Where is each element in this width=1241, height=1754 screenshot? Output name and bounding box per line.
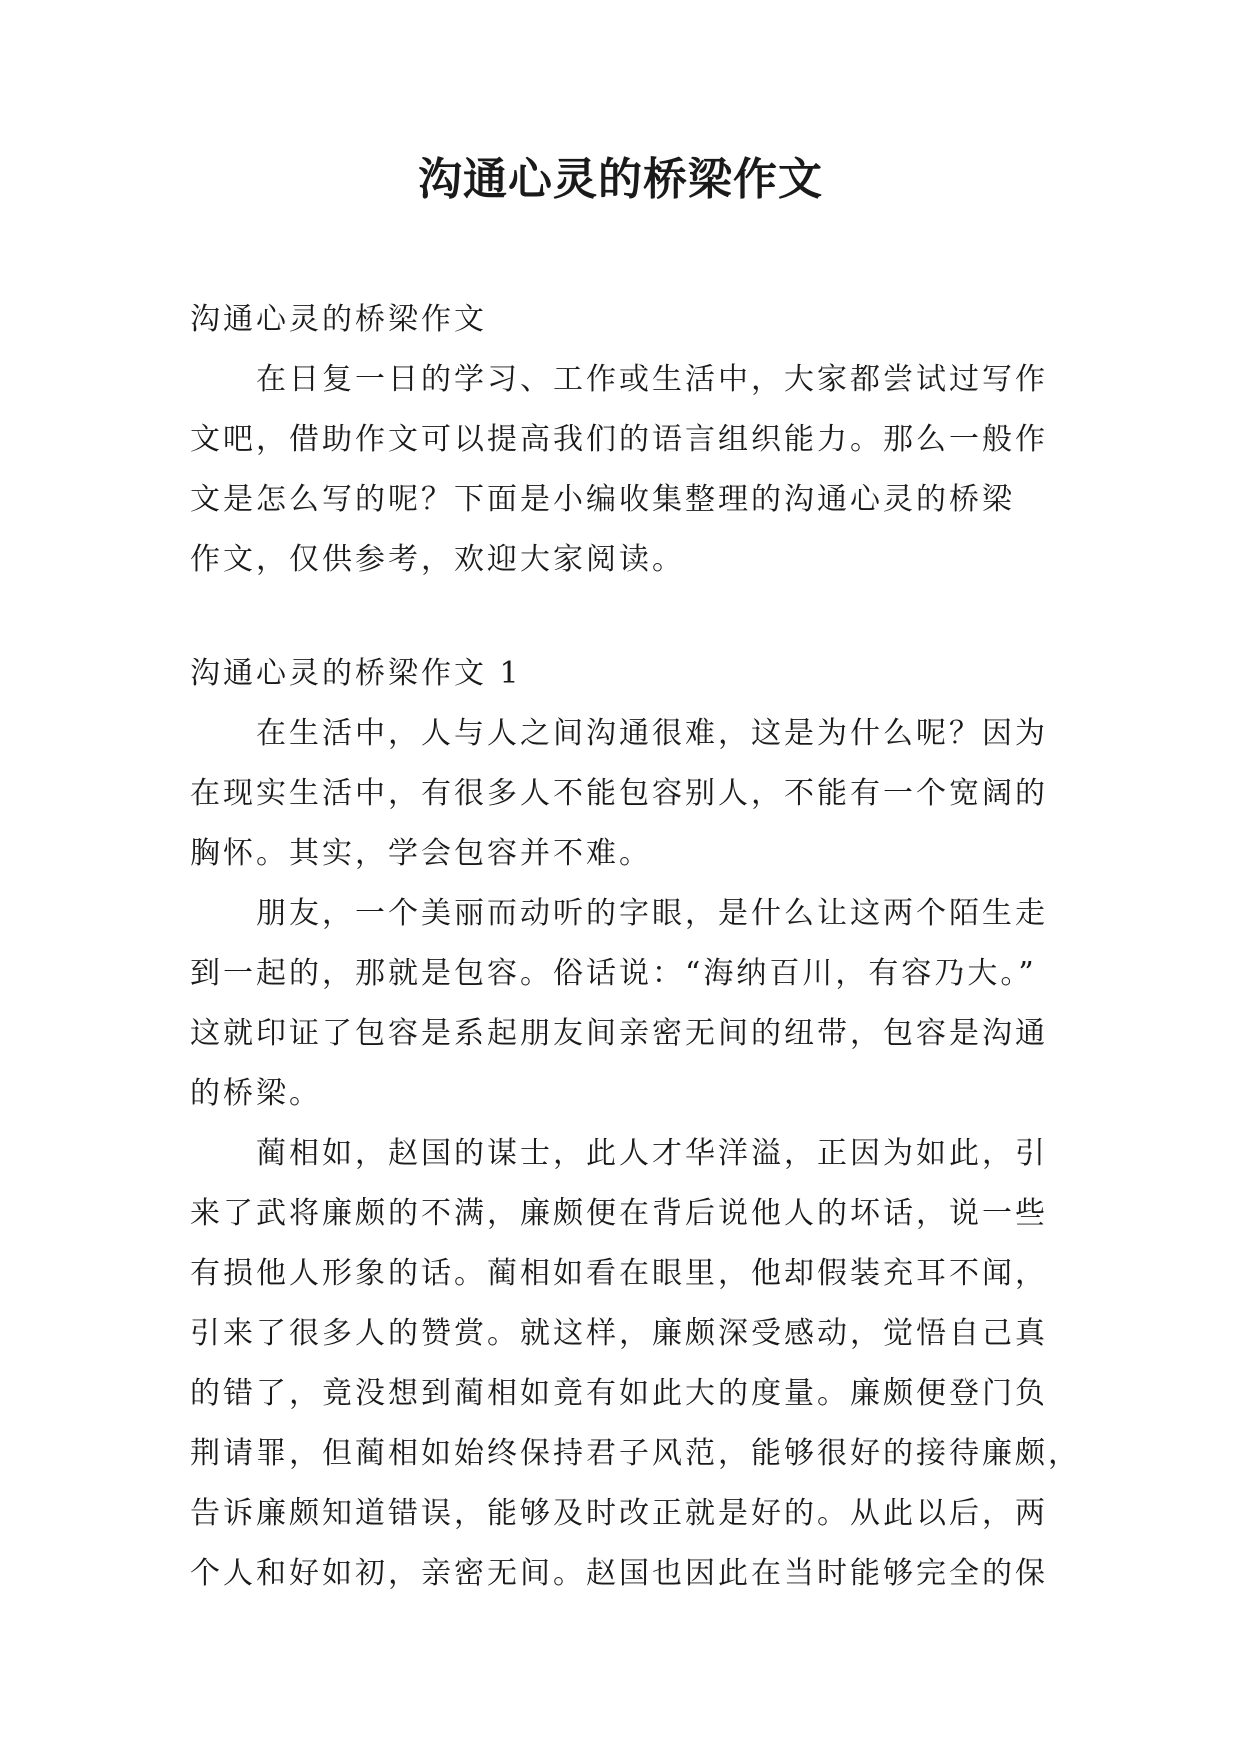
paragraph-line: 到一起的，那就是包容。俗话说：“海纳百川，有容乃大。” (190, 956, 1037, 991)
section-heading: 沟通心灵的桥梁作文 1 (190, 656, 522, 691)
paragraph-line: 荆请罪，但蔺相如始终保持君子风范，能够很好的接待廉颇， (190, 1436, 1081, 1471)
paragraph-line: 引来了很多人的赞赏。就这样，廉颇深受感动，觉悟自己真 (190, 1316, 1048, 1351)
paragraph-line: 来了武将廉颇的不满，廉颇便在背后说他人的坏话，说一些 (190, 1196, 1048, 1231)
intro-line: 作文，仅供参考，欢迎大家阅读。 (190, 542, 685, 577)
paragraph-line: 告诉廉颇知道错误，能够及时改正就是好的。从此以后，两 (190, 1496, 1048, 1531)
section-spacer (190, 590, 1052, 644)
paragraph-line: 的桥梁。 (190, 1076, 322, 1111)
paragraph-line: 在生活中，人与人之间沟通很难，这是为什么呢？因为 (256, 716, 1048, 751)
paragraph-line: 有损他人形象的话。蔺相如看在眼里，他却假装充耳不闻， (190, 1256, 1048, 1291)
intro-line: 在日复一日的学习、工作或生活中，大家都尝试过写作 (256, 362, 1048, 397)
paragraph-line: 这就印证了包容是系起朋友间亲密无间的纽带，包容是沟通 (190, 1016, 1048, 1051)
paragraph-line: 在现实生活中，有很多人不能包容别人，不能有一个宽阔的 (190, 776, 1048, 811)
document-body (190, 290, 1081, 1604)
intro-line: 文是怎么写的呢？下面是小编收集整理的沟通心灵的桥梁 (190, 482, 1015, 517)
paragraph-line: 的错了，竟没想到蔺相如竟有如此大的度量。廉颇便登门负 (190, 1376, 1048, 1411)
paragraph-line: 个人和好如初，亲密无间。赵国也因此在当时能够完全的保 (190, 1556, 1048, 1591)
intro-line: 文吧，借助作文可以提高我们的语言组织能力。那么一般作 (190, 422, 1048, 457)
paragraph-line: 蔺相如，赵国的谋士，此人才华洋溢，正因为如此，引 (256, 1136, 1048, 1171)
paragraph-line: 朋友，一个美丽而动听的字眼，是什么让这两个陌生走 (256, 896, 1048, 931)
paragraph-line: 胸怀。其实，学会包容并不难。 (190, 836, 652, 871)
document-title: 沟通心灵的桥梁作文 (418, 154, 823, 205)
subtitle: 沟通心灵的桥梁作文 (190, 302, 487, 337)
